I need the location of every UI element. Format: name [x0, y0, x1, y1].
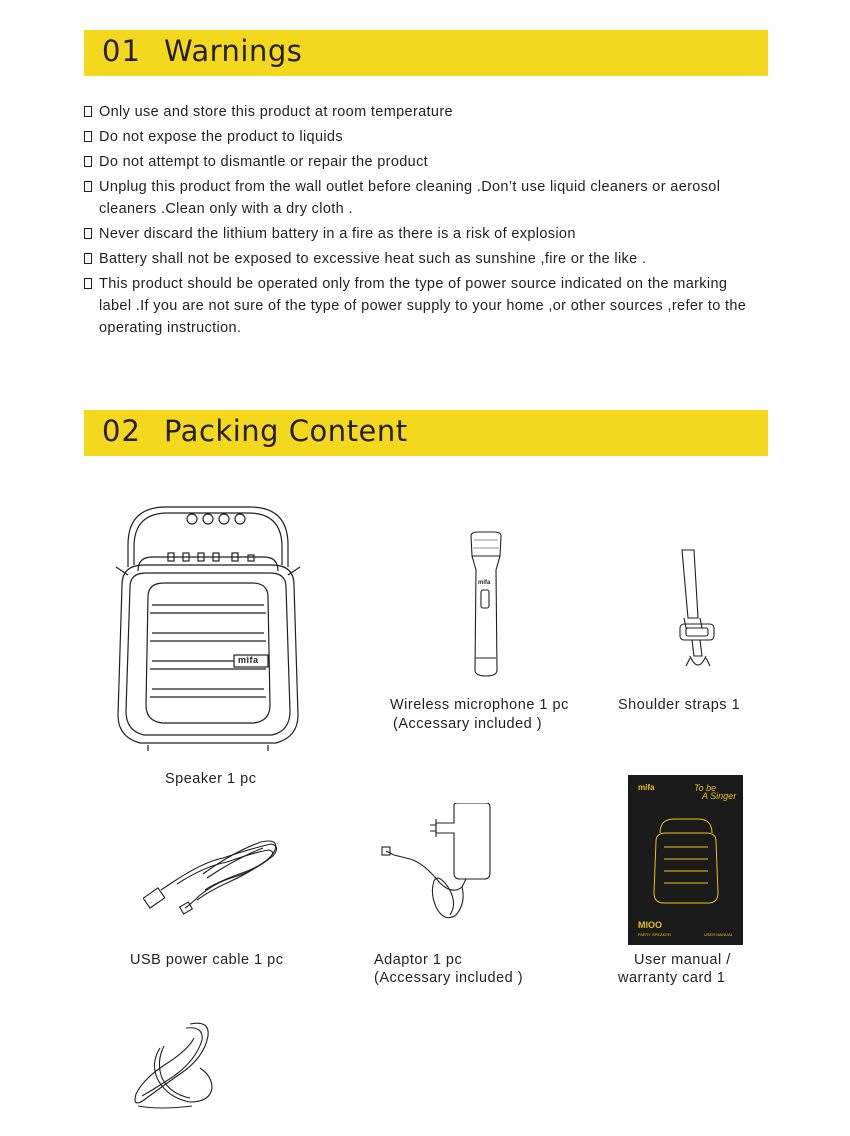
- usb-cable-image: [143, 838, 283, 918]
- user-manual-label-line2: warranty card 1: [618, 970, 726, 986]
- warning-item: Only use and store this product at room temperature: [84, 101, 754, 123]
- usb-cable-label: USB power cable 1 pc: [130, 952, 284, 968]
- warning-item: This product should be operated only from the type of power source indicated on the marking label .If you are not sure of the type of power supply to your home ,or other sources ,refer to the operating instruction.: [84, 273, 754, 339]
- section-header-packing-content: [84, 410, 768, 456]
- bullet-box-icon: [84, 228, 92, 239]
- section-header-warnings: [84, 30, 768, 76]
- manual-slogan-line1: To be: [694, 783, 717, 793]
- user-manual-label-line1: User manual /: [634, 952, 731, 968]
- shoulder-strap-label: Shoulder straps 1: [618, 697, 741, 713]
- manual-subtitle: PARTY SPEAKER: [638, 932, 671, 937]
- speaker-label: Speaker 1 pc: [165, 771, 257, 787]
- speaker-image: [108, 505, 308, 755]
- manual-model: MIOO: [638, 920, 662, 930]
- bullet-box-icon: [84, 253, 92, 264]
- warning-item: Unplug this product from the wall outlet before cleaning .Don’t use liquid cleaners or aerosol cleaners .Clean only with a dry cloth .: [84, 176, 754, 220]
- warning-item: Battery shall not be exposed to excessive heat such as sunshine ,fire or the like .: [84, 248, 754, 270]
- speaker-logo: mifa: [238, 655, 259, 665]
- coiled-cable-image: [130, 1018, 220, 1110]
- section-title: Packing Content: [164, 414, 408, 448]
- manual-slogan-line2: A Singer: [702, 791, 737, 801]
- microphone-image: [466, 530, 506, 680]
- warning-item: Never discard the lithium battery in a fire as there is a risk of explosion: [84, 223, 754, 245]
- section-number: 02: [102, 414, 141, 448]
- manual-doc-type: USER MANUAL: [704, 932, 733, 937]
- user-manual-image: [628, 775, 743, 945]
- bullet-box-icon: [84, 181, 92, 192]
- warnings-list: [84, 101, 754, 342]
- warning-item: Do not attempt to dismantle or repair the product: [84, 151, 754, 173]
- section-title: Warnings: [164, 34, 303, 68]
- bullet-box-icon: [84, 131, 92, 142]
- microphone-logo: mifa: [478, 580, 491, 586]
- microphone-label-line2: (Accessary included ): [393, 716, 543, 732]
- bullet-box-icon: [84, 156, 92, 167]
- microphone-label-line1: Wireless microphone 1 pc: [390, 697, 569, 713]
- warning-item: Do not expose the product to liquids: [84, 126, 754, 148]
- manual-brand: mifa: [638, 783, 655, 792]
- adaptor-label-line2: (Accessary included ): [374, 970, 524, 986]
- bullet-box-icon: [84, 106, 92, 117]
- shoulder-strap-image: [672, 548, 722, 673]
- adaptor-image: [380, 803, 495, 923]
- adaptor-label-line1: Adaptor 1 pc: [374, 952, 463, 968]
- section-number: 01: [102, 34, 141, 68]
- bullet-box-icon: [84, 278, 92, 289]
